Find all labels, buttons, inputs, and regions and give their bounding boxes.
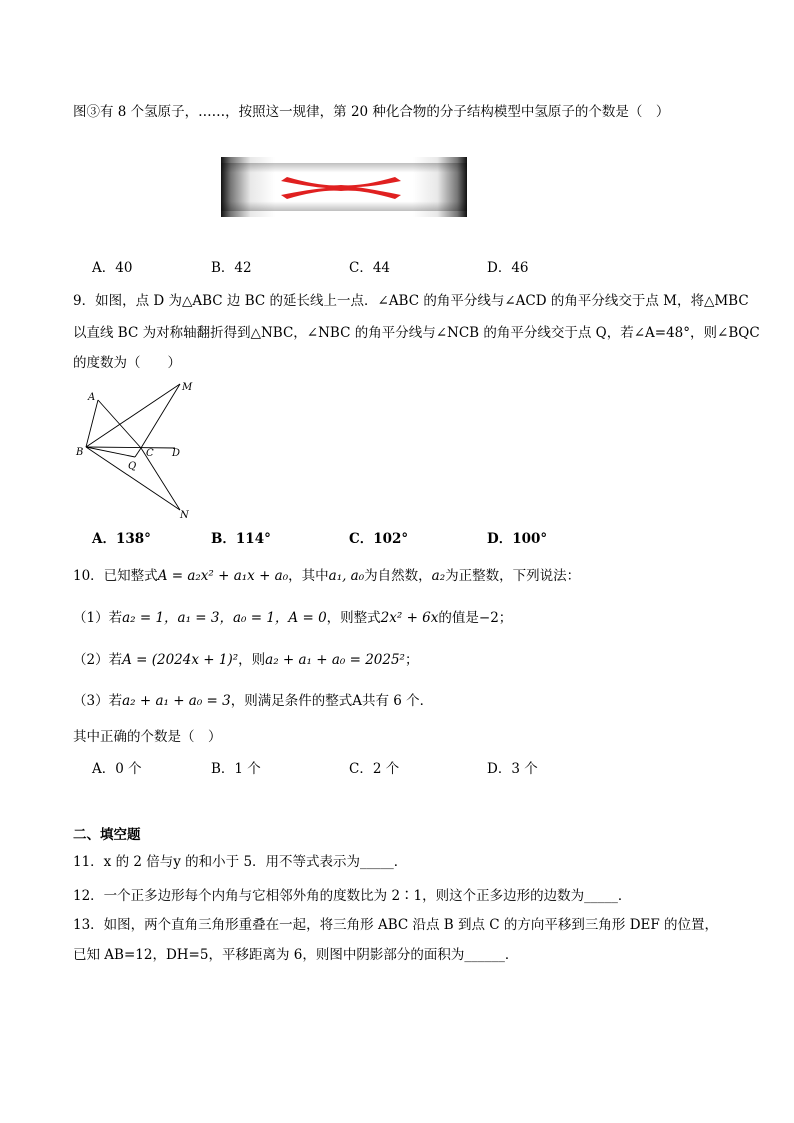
label-c: C — [146, 448, 154, 459]
label-n: N — [180, 510, 189, 521]
q13-line1: 13．如图，两个直角三角形重叠在一起，将三角形 ABC 沿点 B 到点 C 的方向平移到三角形 DEF 的位置， — [73, 917, 719, 933]
q10-stem-mid: ，其中 — [288, 568, 329, 584]
q10-statement-3 — [73, 692, 433, 710]
q8-option-d[interactable]: D．46 — [487, 260, 529, 276]
q9-option-b[interactable]: B．114° — [211, 531, 271, 547]
label-m: M — [182, 382, 193, 393]
q10-s2-prefix: （2）若 — [73, 652, 123, 668]
geometry-figure — [72, 378, 198, 522]
q9-stem-line1: 9．如图，点 D 为△ABC 边 BC 的延长线上一点．∠ABC 的角平分线与∠ACD 的角平分线交于点 M，将△MBC — [73, 293, 749, 309]
q10-s1-suffix: 的值是−2； — [438, 610, 513, 626]
q10-stem-formula: A = a₂x² + a₁x + a₀ — [157, 568, 289, 584]
q10-s2-expr: a₂ + a₁ + a₀ = 2025² — [265, 652, 405, 668]
q10-statement-2 — [73, 651, 418, 669]
label-b: B — [76, 447, 84, 458]
q10-stem-vars: a₁, a₀ — [328, 568, 365, 584]
broken-image-icon — [221, 157, 467, 217]
q10-statement-1 — [73, 609, 512, 627]
q9-option-c[interactable]: C．102° — [349, 531, 409, 547]
q10-option-c[interactable]: C．2 个 — [349, 761, 400, 777]
label-q: Q — [128, 461, 137, 472]
q10-stem — [73, 567, 580, 585]
q13-line2: 已知 AB=12，DH=5，平移距离为 6，则图中阴影部分的面积为______． — [73, 947, 519, 963]
q10-stem-mid2: 为自然数， — [364, 568, 432, 584]
q10-s2-formula: A = (2024x + 1)² — [122, 652, 239, 668]
q10-stem-var2: a₂ — [431, 568, 446, 584]
q9-stem-line2: 以直线 BC 为对称轴翻折得到△NBC，∠NBC 的角平分线与∠NCB 的角平分线交于点 Q，若∠A=48°，则∠BQC — [73, 325, 760, 341]
q12-text: 12．一个正多边形每个内角与它相邻外角的度数比为 2∶1，则这个正多边形的边数为_____． — [73, 888, 632, 904]
q10-s2-suffix: ； — [404, 652, 419, 668]
molecule-image — [221, 157, 467, 217]
q10-s3-expr: a₂ + a₁ + a₀ = 3 — [122, 693, 231, 709]
q10-option-a[interactable]: A．0 个 — [92, 761, 142, 777]
q10-s3-prefix: （3）若 — [73, 693, 123, 709]
q8-option-c[interactable]: C．44 — [349, 260, 391, 276]
label-a: A — [88, 392, 96, 403]
q8-stem: 图③有 8 个氢原子，……，按照这一规律，第 20 种化合物的分子结构模型中氢原子的个数是（ ） — [73, 104, 670, 120]
label-d: D — [172, 448, 181, 459]
q10-s1-mid: ，则整式 — [326, 610, 381, 626]
q8-option-a[interactable]: A．40 — [92, 260, 133, 276]
q10-stem-suffix: 为正整数，下列说法： — [445, 568, 581, 584]
q9-option-a[interactable]: A．138° — [92, 531, 151, 547]
q9-stem-line3: 的度数为（ ） — [73, 355, 181, 371]
q11-text: 11．x 的 2 倍与y 的和小于 5．用不等式表示为_____． — [73, 854, 408, 870]
q10-s1-formula: a₂ = 1，a₁ = 3，a₀ = 1，A = 0 — [122, 610, 327, 626]
q10-stem-prefix: 10．已知整式 — [73, 568, 158, 584]
q8-option-b[interactable]: B．42 — [211, 260, 252, 276]
q10-s2-mid: ，则 — [238, 652, 266, 668]
q10-option-b[interactable]: B．1 个 — [211, 761, 261, 777]
q10-s1-expr: 2x² + 6x — [380, 610, 439, 626]
q10-s1-prefix: （1）若 — [73, 610, 123, 626]
q10-option-d[interactable]: D．3 个 — [487, 761, 538, 777]
q9-option-d[interactable]: D．100° — [487, 531, 548, 547]
q10-ask: 其中正确的个数是（ ） — [73, 729, 222, 745]
section-title: 二、填空题 — [73, 827, 141, 843]
q10-s3-suffix: ，则满足条件的整式A共有 6 个． — [230, 693, 434, 709]
